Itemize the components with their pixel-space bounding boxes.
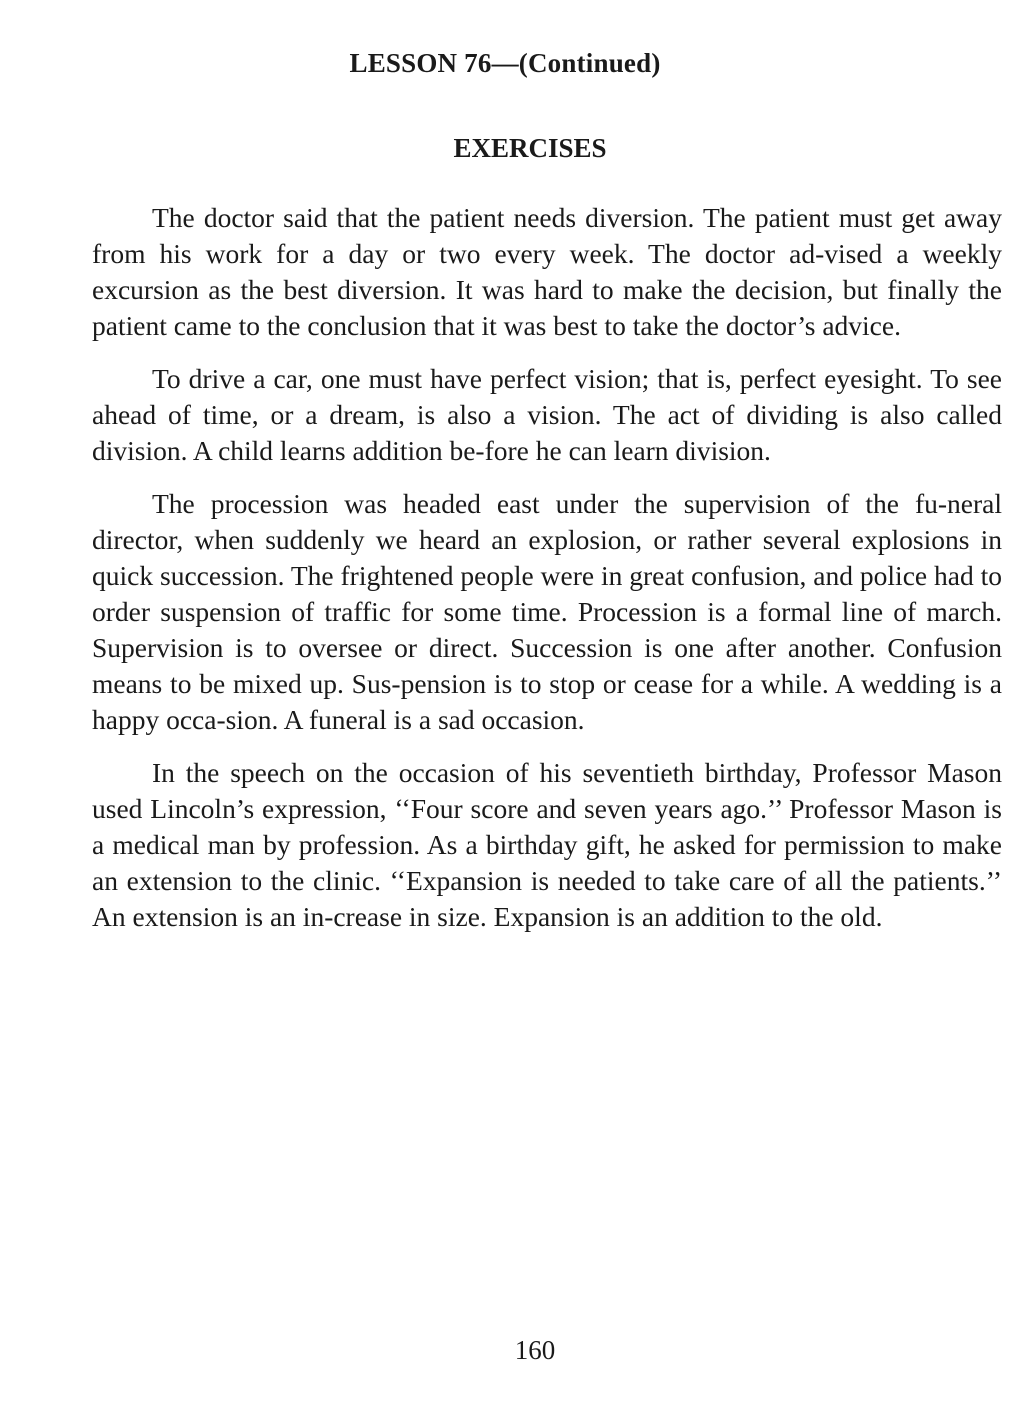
paragraph-procession: The procession was headed east under the supervision of the fu-neral director, when suddenly we heard an explosion, or rather several explosions in quick succession. The frightened people were in great confusion, and police had to order suspension of traffic for some time. Procession is a formal line of march. Supervision is to oversee or direct. Succession is one after another. Confusion means to be mixed up. Sus-pension is to stop or cease for a while. A wedding is a happy occa-sion. A funeral is a sad occasion. [92,488,1002,735]
paragraph-vision: To drive a car, one must have perfect vision; that is, perfect eyesight. To see ahead of time, or a dream, is also a vision. The act of dividing is also called division. A child learns addition be-fore he can learn division. [92,363,1002,466]
page-number: 160 [514,1335,556,1365]
section-title: EXERCISES [453,133,607,163]
paragraph-expression: In the speech on the occasion of his seventieth birthday, Professor Mason used Lincoln’s expression, ‘‘Four score and seven years ago.’’ Professor Mason is a medical man by profession. As a birthday gift, he asked for permission to make an extension to the clinic. ‘‘Expansion is needed to take care of all the patients.’’ An extension is an in-crease in size. Expansion is an addition to the old. [92,757,1002,932]
lesson-title: LESSON 76—(Continued) [349,48,661,78]
paragraph-diversion: The doctor said that the patient needs diversion. The patient must get away from his work for a day or two every week. The doctor ad-vised a weekly excursion as the best diversion. It was hard to make the decision, but finally the patient came to the conclusion that it was best to take the doctor’s advice. [92,202,1002,341]
exercise-text [92,200,1002,952]
